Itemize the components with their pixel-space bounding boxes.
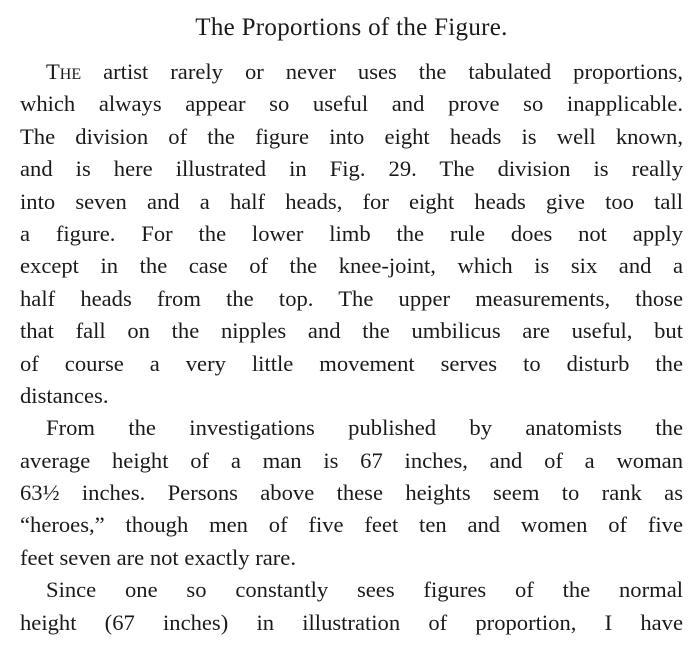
text-line: distances. — [20, 382, 109, 408]
page-title: The Proportions of the Figure. — [195, 14, 508, 41]
text-line: which always appear so useful and prove so inapplicable. — [20, 91, 683, 117]
text-line: and is here illustrated in Fig. 29. The division is really — [20, 156, 683, 182]
lead-word: The — [46, 59, 82, 84]
text-line: half heads from the top. The upper measurements, those — [20, 285, 683, 311]
text-line: The division of the figure into eight heads is well known, — [20, 123, 683, 149]
text-line: that fall on the nipples and the umbilicus are useful, but — [20, 318, 683, 344]
text-line: The artist rarely or never uses the tabulated proportions, — [46, 59, 683, 84]
text-line: 63½ inches. Persons above these heights seem to rank as — [20, 480, 683, 506]
text-line: “heroes,” though men of five feet ten and women of five — [20, 512, 683, 538]
text-line: height (67 inches) in illustration of proportion, I have — [20, 609, 683, 635]
paragraph-3 — [20, 574, 683, 639]
text-line: From the investigations published by anatomists the — [46, 415, 683, 441]
text-line: feet seven are not exactly rare. — [20, 544, 296, 570]
text-line: Since one so constantly sees figures of the normal — [46, 577, 683, 603]
text-line: a figure. For the lower limb the rule does not apply — [20, 220, 683, 246]
text-line: into seven and a half heads, for eight heads give too tall — [20, 188, 683, 214]
text-line: average height of a man is 67 inches, and of a woman — [20, 447, 683, 473]
paragraph-1 — [20, 56, 683, 412]
text-line: of course a very little movement serves to disturb the — [20, 350, 683, 376]
paragraph-2 — [20, 412, 683, 574]
text-line: except in the case of the knee-joint, which is six and a — [20, 253, 683, 279]
body-text — [20, 56, 683, 639]
